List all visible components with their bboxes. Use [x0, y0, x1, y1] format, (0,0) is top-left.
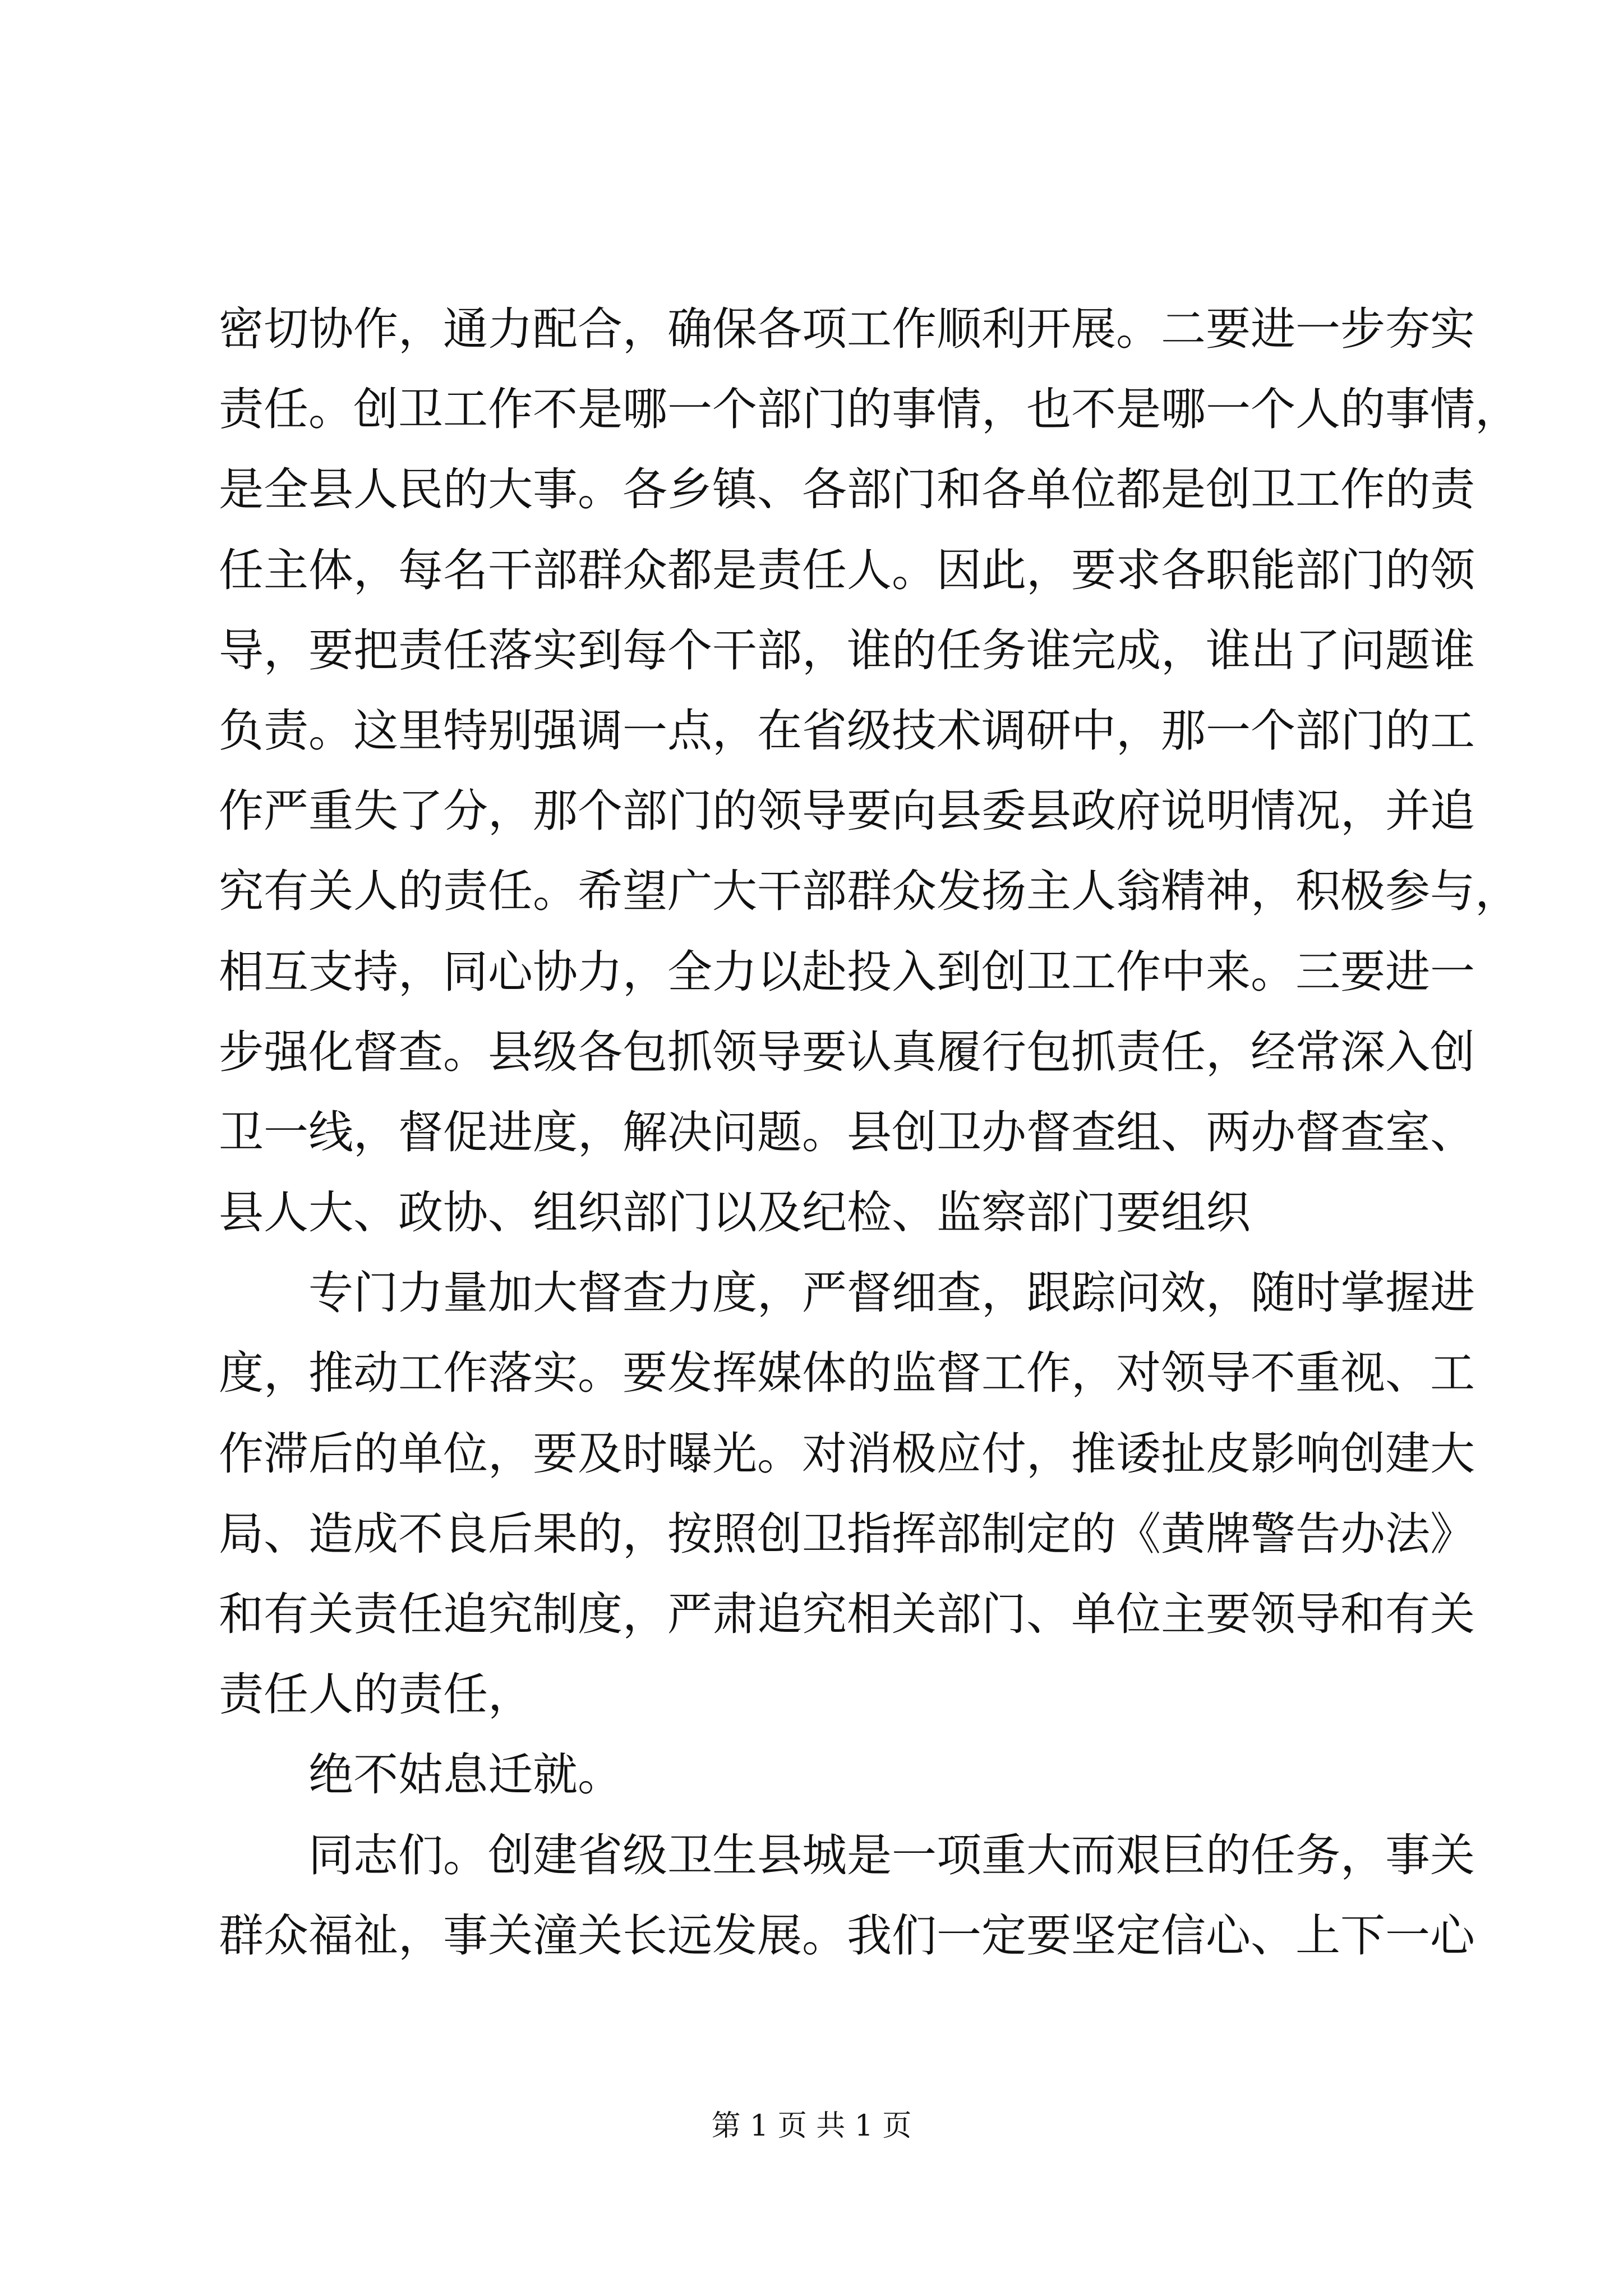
text-line: 作严重失了分，那个部门的领导要向县委县政府说明情况，并追 [219, 785, 1475, 838]
document-body [219, 289, 1520, 1976]
text-line: 卫一线，督促进度，解决问题。县创卫办督查组、两办督查室、 [219, 1106, 1475, 1158]
text-line: 局、造成不良后果的，按照创卫指挥部制定的《黄牌警告办法》 [219, 1507, 1475, 1560]
text-line: 责任人的责任， [219, 1668, 533, 1721]
text-line: 和有关责任追究制度，严肃追究相关部门、单位主要领导和有关 [219, 1588, 1475, 1640]
text-line: 作滞后的单位，要及时曝光。对消极应付，推诿扯皮影响创建大 [219, 1427, 1475, 1480]
text-line: 相互支持，同心协力，全力以赴投入到创卫工作中来。三要进一 [219, 945, 1475, 998]
text-line: 是全县人民的大事。各乡镇、各部门和各单位都是创卫工作的责 [219, 463, 1475, 516]
text-line: 任主体，每名干部群众都是责任人。因此，要求各职能部门的领 [219, 544, 1475, 596]
page-number-footer: 第 1 页 共 1 页 [711, 2109, 912, 2143]
text-line: 群众福祉，事关潼关长远发展。我们一定要坚定信心、上下一心 [219, 1909, 1475, 1962]
text-line: 究有关人的责任。希望广大干部群众发扬主人翁精神，积极参与， [219, 865, 1520, 918]
text-line: 步强化督查。县级各包抓领导要认真履行包抓责任，经常深入创 [219, 1025, 1475, 1078]
text-line: 同志们。创建省级卫生县城是一项重大而艰巨的任务，事关 [308, 1829, 1475, 1881]
text-line: 责任。创卫工作不是哪一个部门的事情，也不是哪一个人的事情， [219, 383, 1520, 436]
text-line: 绝不姑息迁就。 [308, 1749, 623, 1801]
text-line: 导，要把责任落实到每个干部，谁的任务谁完成，谁出了问题谁 [219, 624, 1475, 677]
text-line: 密切协作，通力配合，确保各项工作顺利开展。二要进一步夯实 [219, 303, 1475, 355]
text-line: 县人大、政协、组织部门以及纪检、监察部门要组织 [219, 1186, 1251, 1239]
text-line: 专门力量加大督查力度，严督细查，跟踪问效，随时掌握进 [308, 1267, 1475, 1319]
text-line: 负责。这里特别强调一点，在省级技术调研中，那一个部门的工 [219, 704, 1475, 757]
text-line: 度，推动工作落实。要发挥媒体的监督工作，对领导不重视、工 [219, 1347, 1475, 1400]
